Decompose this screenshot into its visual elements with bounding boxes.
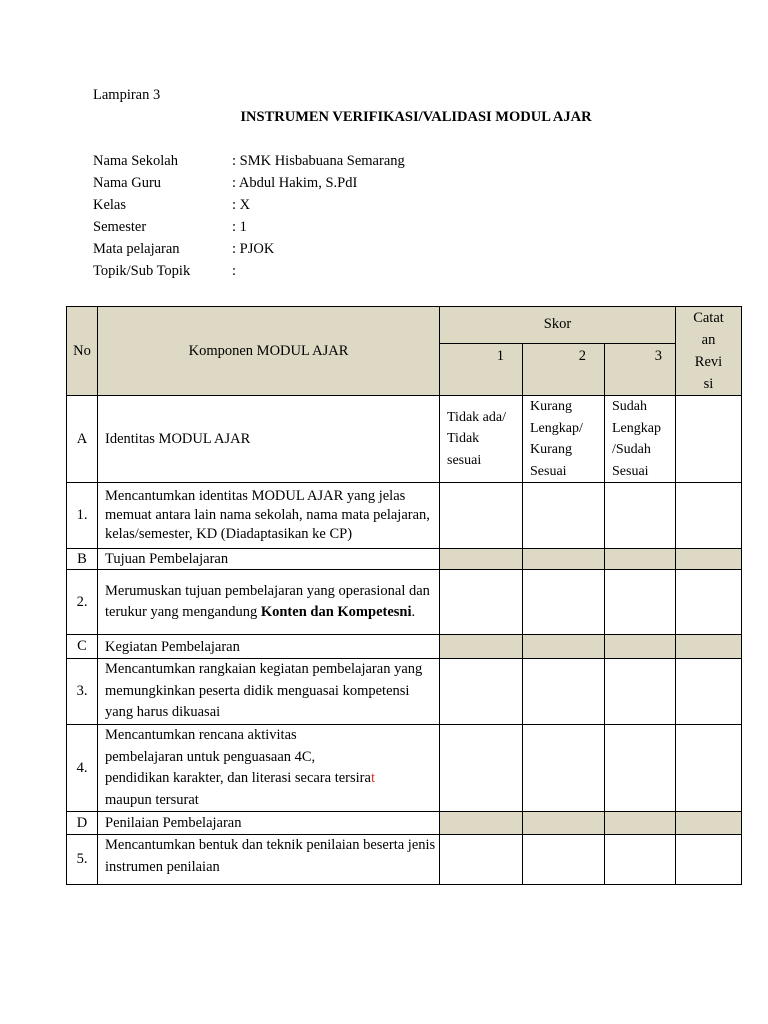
skor-desc-line: Tidak ada/ [447,409,506,425]
info-label: Nama Sekolah [93,153,178,169]
skor-1-cell [440,835,523,885]
catatan-cell [676,835,742,885]
table-row-5 [67,835,742,885]
skor-1-cell [440,812,523,835]
catatan-cell [676,549,742,570]
catatan-cell [676,659,742,725]
skor-2-cell [523,835,605,885]
skor-1-desc [440,396,523,483]
info-value: : Abdul Hakim, S.PdI [232,175,358,191]
table-row-d [67,812,742,835]
skor-2-cell [523,549,605,570]
skor-3-cell [605,835,676,885]
row-text [98,725,440,812]
info-label: Semester [93,219,147,235]
info-row-kelas [93,195,405,217]
header-catatan-line: Revi [694,354,723,370]
row-no: 3. [67,659,98,725]
document-title: INSTRUMEN VERIFIKASI/VALIDASI MODUL AJAR [240,109,592,125]
row-text [98,570,440,635]
catatan-cell [676,570,742,635]
skor-2-desc [523,396,605,483]
header-catatan-line: Catat [693,310,724,326]
skor-desc-line: Lengkap/ [530,420,583,436]
skor-3-cell [605,725,676,812]
skor-3-cell [605,812,676,835]
header-komponen: Komponen MODUL AJAR [98,307,440,396]
verification-table [66,306,742,885]
skor-3-cell [605,549,676,570]
skor-desc-line: /Sudah [612,442,651,457]
skor-2-cell [523,570,605,635]
info-label: Kelas [93,197,127,213]
row-text-line: maupun tersurat [105,791,199,808]
catatan-cell [676,483,742,549]
info-row-guru [93,173,405,195]
skor-1-cell [440,725,523,812]
info-label: Nama Guru [93,175,162,191]
row-no: 5. [67,835,98,885]
row-no: C [67,635,98,659]
header-skor: Skor [440,307,676,344]
info-label: Topik/Sub Topik [93,263,191,279]
row-text-line [105,768,439,790]
info-value: : X [232,197,251,213]
row-no: A [67,396,98,483]
header-skor-2: 2 [523,343,605,395]
skor-desc-line: Lengkap [612,420,661,436]
skor-1-cell [440,570,523,635]
header-catatan-line: si [703,376,714,392]
skor-desc-line: sesuai [447,452,482,468]
skor-2-cell [523,725,605,812]
row-text: Kegiatan Pembelajaran [98,635,440,659]
row-text-bold: Konten dan Kompetesni [260,604,412,620]
info-row-sekolah [93,151,405,173]
skor-2-cell [523,812,605,835]
catatan-cell [676,812,742,835]
skor-3-cell [605,570,676,635]
table-row-3 [67,659,742,725]
info-label: Mata pelajaran [93,241,180,257]
row-text-plain: Merumuskan tujuan pembelajaran yang operasional dan terukur yang mengandung [105,582,430,620]
skor-3-desc [605,396,676,483]
skor-3-cell [605,483,676,549]
info-row-mapel [93,239,405,261]
info-row-topik [93,261,405,283]
table-row-1 [67,483,742,549]
info-value: : 1 [232,219,247,235]
row-text: Tujuan Pembelajaran [98,549,440,570]
skor-desc-line: Tidak [447,431,480,447]
catatan-cell [676,396,742,483]
info-value: : SMK Hisbabuana Semarang [232,153,405,169]
skor-3-cell [605,659,676,725]
table-row-b [67,549,742,570]
row-text: Identitas MODUL AJAR [98,396,440,483]
row-text: Mencantumkan identitas MODUL AJAR yang jelas memuat antara lain nama sekolah, nama mata pelajaran, kelas/semester, KD (Diadaptasikan ke CP) [98,483,440,549]
info-value: : PJOK [232,241,275,257]
row-text: Mencantumkan rangkaian kegiatan pembelajaran yang memungkinkan peserta didik menguasai kompetensi yang harus dikuasai [98,659,440,725]
row-text: Penilaian Pembelajaran [98,812,440,835]
skor-desc-line: Sesuai [530,463,567,479]
skor-1-cell [440,635,523,659]
row-text-line: pembelajaran untuk penguasaan 4C, [105,748,316,765]
skor-desc-line: Kurang [530,399,572,414]
skor-desc-line: Sudah [612,399,647,414]
row-text-red-letter: t [370,770,375,786]
header-catatan [676,307,742,396]
skor-2-cell [523,659,605,725]
lampiran-label: Lampiran 3 [93,87,161,103]
row-text-part: pendidikan karakter, dan literasi secara tersira [105,770,371,786]
row-text: Mencantumkan bentuk dan teknik penilaian beserta jenis instrumen penilaian [98,835,440,885]
header-skor-1: 1 [440,343,523,395]
table-row-a [67,396,742,483]
row-text-line: Mencantumkan rencana aktivitas [105,727,297,743]
row-no: B [67,549,98,570]
row-no: 2. [67,570,98,635]
table-row-c [67,635,742,659]
skor-3-cell [605,635,676,659]
row-no: 4. [67,725,98,812]
row-no: D [67,812,98,835]
table-row-2 [67,570,742,635]
skor-1-cell [440,659,523,725]
skor-desc-line: Kurang [530,442,572,457]
catatan-cell [676,725,742,812]
skor-1-cell [440,483,523,549]
header-catatan-line: an [701,332,716,348]
skor-1-cell [440,549,523,570]
info-row-semester [93,217,405,239]
table-row-4 [67,725,742,812]
info-block [93,151,405,283]
skor-2-cell [523,635,605,659]
header-no: No [67,307,98,396]
row-no: 1. [67,483,98,549]
skor-2-cell [523,483,605,549]
skor-desc-line: Sesuai [612,463,649,479]
catatan-cell [676,635,742,659]
header-skor-3: 3 [605,343,676,395]
info-value: : [232,263,237,279]
row-text-end: . [411,604,416,620]
